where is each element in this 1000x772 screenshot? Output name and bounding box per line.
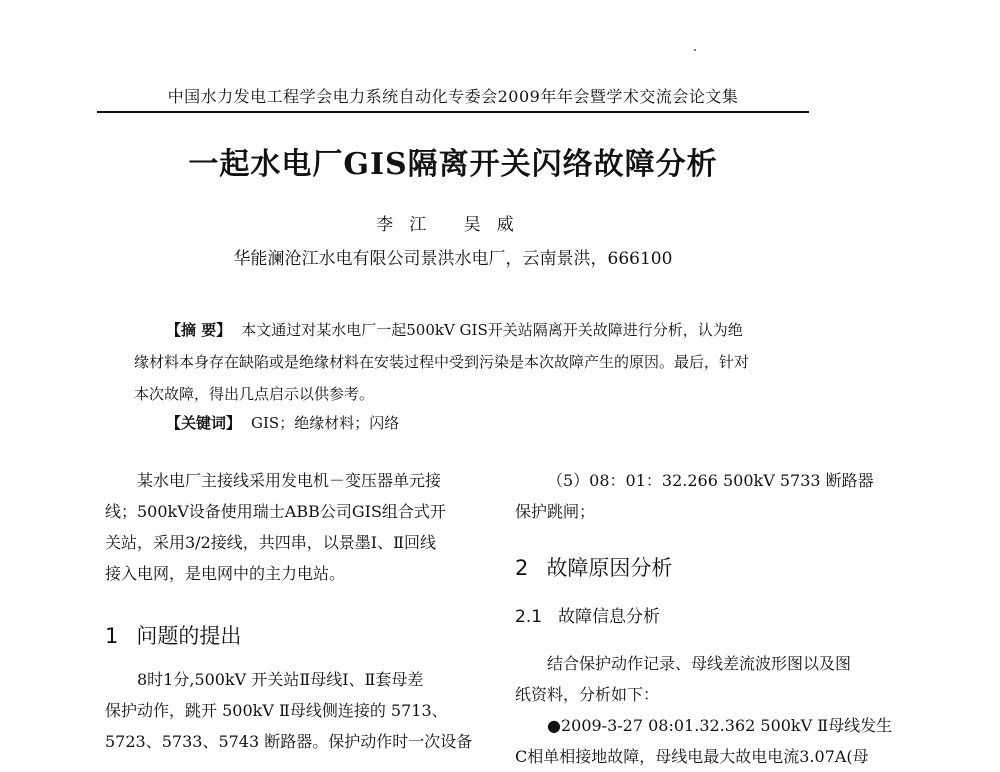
proceedings-header: 中国水力发电工程学会电力系统自动化专委会2009年年会暨学术交流会论文集 [167, 87, 739, 106]
section-2-heading: 2 故障原因分析 [515, 556, 673, 580]
body-line: 线；500kV设备使用瑞士ABB公司GIS组合式开 [105, 502, 446, 521]
body-line: 纸资料，分析如下： [515, 685, 660, 704]
body-line: 接入电网，是电网中的主力电站。 [105, 564, 346, 583]
abstract-label: 【摘 要】 [166, 321, 232, 339]
keywords-label: 【关键词】 [166, 414, 242, 432]
body-line: 关站，采用3/2接线，共四串，以景墨Ⅰ、Ⅱ回线 [105, 533, 436, 552]
body-line: 5723、5733、5743 断路器。保护动作时一次设备 [105, 732, 473, 751]
body-line: （5）08：01：32.266 500kV 5733 断路器 [547, 471, 874, 490]
keywords-text: GIS；绝缘材料；闪络 [251, 414, 400, 432]
body-line: 保护动作，跳开 500kV Ⅱ母线侧连接的 5713、 [105, 701, 448, 720]
left-column-intro [105, 465, 483, 589]
section-2-1-heading: 2.1 故障信息分析 [515, 607, 661, 627]
abstract-line: 本次故障，得出几点启示以供参考。 [134, 385, 375, 403]
section-2-1-body [515, 648, 893, 772]
paper-title: 一起水电厂GIS隔离开关闪络故障分析 [188, 147, 718, 182]
body-line: C相单相接地故障，母线电最大故电电流3.07A(母 [515, 747, 869, 766]
scan-speck [694, 49, 696, 51]
body-line: 保护跳闸； [515, 502, 596, 521]
section-1-heading: 1 问题的提出 [105, 624, 242, 648]
event-5-text [515, 465, 893, 527]
body-line: 8时1分,500kV 开关站Ⅱ母线Ⅰ、Ⅱ套母差 [137, 670, 424, 689]
section-1-body [105, 664, 483, 757]
abstract-line: 缘材料本身存在缺陷或是绝缘材料在安装过程中受到污染是本次故障产生的原因。最后，针对 [134, 353, 750, 371]
paper-authors: 李江 吴威 [376, 215, 530, 235]
abstract [134, 314, 846, 410]
keywords [166, 412, 399, 433]
body-line: 某水电厂主接线采用发电机－变压器单元接 [137, 471, 442, 490]
body-line: ●2009-3-27 08:01.32.362 500kV Ⅱ母线发生 [547, 716, 893, 735]
header-rule [97, 111, 809, 113]
body-line: 结合保护动作记录、母线差流波形图以及图 [547, 654, 852, 673]
paper-affiliation: 华能澜沧江水电有限公司景洪水电厂，云南景洪，666100 [233, 249, 673, 269]
abstract-line: 【摘 要】 本文通过对某水电厂一起500kV GIS开关站隔离开关故障进行分析，认为绝 [166, 321, 743, 339]
